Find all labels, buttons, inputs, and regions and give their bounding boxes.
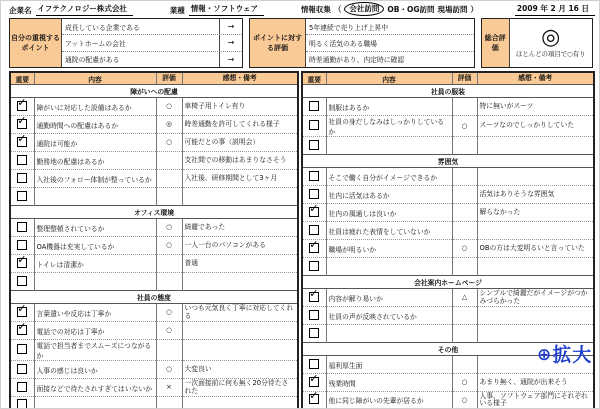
section-row [10, 85, 298, 98]
item-content: 障がいに対応した設備はあるか [34, 98, 156, 116]
remark-text: 特に無いがスーツ [477, 98, 594, 116]
important-cell [10, 255, 34, 273]
remark-text: OBの方は大変明るいと言っていた [477, 240, 594, 258]
remark-text: 普通 [182, 255, 298, 273]
important-checkbox[interactable] [309, 101, 319, 111]
checklist-row [10, 237, 298, 255]
important-cell [302, 137, 326, 155]
rating-symbol [452, 356, 477, 374]
info-collection-group [301, 2, 478, 16]
important-checkbox-checked[interactable] [17, 119, 27, 129]
overall-rating-comment: ほとんどの項目で○有り [516, 50, 586, 58]
rating-symbol: ○ [452, 392, 477, 409]
checklist-row [10, 134, 298, 152]
checklist-row [302, 258, 594, 276]
rating-symbol: ○ [156, 361, 182, 379]
remark-text: 解らなかった [477, 204, 594, 222]
important-cell [302, 222, 326, 240]
point-text: 成長している企業である [65, 23, 140, 32]
important-checkbox-checked[interactable] [309, 292, 319, 302]
remark-text [477, 137, 594, 155]
arrow-icon: → [219, 35, 242, 50]
checklist-row [10, 379, 298, 397]
my-points-header: 自分の重視するポイント [10, 19, 62, 67]
important-cell [10, 273, 34, 291]
remark-text [477, 168, 594, 186]
overall-rating-header: 総合評価 [482, 19, 510, 67]
remark-text: 一人一台のパソコンがある [182, 237, 298, 255]
important-checkbox[interactable] [17, 240, 27, 250]
rating-symbol [452, 168, 477, 186]
remark-text: 車椅子用トイレ有り [182, 98, 298, 116]
remark-text: 支社間での移動はあまりなさそう [182, 152, 298, 170]
section-title: 社員の服装 [302, 85, 594, 98]
item-content: 社員の声が反映されているか [326, 307, 452, 325]
section-title: その他 [302, 343, 594, 356]
rating-symbol: ○ [156, 237, 182, 255]
important-checkbox-checked[interactable] [309, 377, 319, 387]
important-cell [10, 98, 34, 116]
important-cell [302, 186, 326, 204]
rating-symbol [156, 170, 182, 188]
rating-symbol [452, 204, 477, 222]
important-checkbox-checked[interactable] [17, 307, 27, 317]
important-cell [10, 379, 34, 397]
zoom-enlarge-label: 拡大 [552, 344, 593, 366]
important-checkbox-checked[interactable] [17, 325, 27, 335]
item-content [34, 397, 156, 409]
important-cell [302, 307, 326, 325]
remark-text [477, 307, 594, 325]
important-checkbox[interactable] [309, 310, 319, 320]
circle-plus-icon: ⊕ [537, 345, 552, 365]
rating-symbol: × [156, 379, 182, 397]
checklist-row [10, 361, 298, 379]
rating-symbol [452, 325, 477, 343]
important-checkbox[interactable] [309, 328, 319, 338]
important-checkbox[interactable] [309, 120, 319, 130]
item-content: 入社後のフォロー体制が整っているか [34, 170, 156, 188]
point-row [62, 35, 242, 51]
important-checkbox[interactable] [309, 189, 319, 199]
checklist-row [302, 137, 594, 155]
paren-open: （ [333, 4, 342, 14]
evaluation-row [306, 19, 474, 35]
important-checkbox[interactable] [17, 155, 27, 165]
remark-text [182, 397, 298, 409]
column-header-rating: 評価 [156, 72, 182, 85]
item-content: 職場が明るいか [326, 240, 452, 258]
remark-text [477, 258, 594, 276]
rating-symbol: ○ [452, 374, 477, 392]
checklist-row [10, 188, 298, 206]
important-checkbox[interactable] [309, 359, 319, 369]
checklist-row [10, 170, 298, 188]
section-title: 雰囲気 [302, 155, 594, 168]
important-cell [302, 374, 326, 392]
rating-symbol [156, 340, 182, 361]
checklist-row [10, 219, 298, 237]
rating-symbol: ○ [156, 219, 182, 237]
item-content: 人事の感じは良いか [34, 361, 156, 379]
item-content: 面接などで待たされすぎてはいないか [34, 379, 156, 397]
important-checkbox-checked[interactable] [309, 243, 319, 253]
checklist-row [10, 98, 298, 116]
rating-symbol: ○ [156, 322, 182, 340]
checklist-row [302, 186, 594, 204]
important-checkbox[interactable] [309, 140, 319, 150]
checklist-row [10, 340, 298, 361]
evaluation-text: 明るく活気のある職場 [309, 39, 377, 48]
important-checkbox-checked[interactable] [17, 258, 27, 268]
remark-text: シンプルで綺麗だがイメージがつかみづらかった [477, 289, 594, 307]
arrow-icon: → [219, 19, 242, 34]
rating-symbol [156, 273, 182, 291]
item-content: 勤務地の配慮はあるか [34, 152, 156, 170]
rating-symbol [452, 137, 477, 155]
info-option-company-visit[interactable]: 会社訪問 [344, 2, 384, 16]
remark-text [477, 325, 594, 343]
zoom-enlarge-button[interactable] [537, 346, 592, 365]
important-checkbox[interactable] [309, 225, 319, 235]
section-title: 社員の態度 [10, 291, 298, 304]
overall-rating-symbol: ◎ [541, 25, 561, 50]
company-name-value: イフテクノロジー株式会社 [36, 3, 133, 16]
important-cell [10, 170, 34, 188]
checklist-row [10, 152, 298, 170]
arrow-icon: → [219, 52, 242, 67]
item-content [34, 188, 156, 206]
section-row [10, 291, 298, 304]
checklist-row [10, 273, 298, 291]
evaluation-row [306, 52, 474, 67]
paren-close: ） [470, 4, 478, 14]
points-panel [9, 18, 593, 68]
important-cell [302, 356, 326, 374]
section-row [302, 155, 594, 168]
item-content: 社内の風通しは良いか [326, 204, 452, 222]
column-header-content: 内容 [34, 72, 156, 85]
item-content: そこで働く自分がイメージできるか [326, 168, 452, 186]
checklist-row [302, 116, 594, 137]
remark-text: 時差通勤を許可してくれる様子 [182, 116, 298, 134]
checklist-row [302, 392, 594, 409]
remark-text [182, 273, 298, 291]
item-content: 制服はあるか [326, 98, 452, 116]
checklist-row [302, 325, 594, 343]
rating-symbol [156, 255, 182, 273]
item-content: 通勤時間への配慮はあるか [34, 116, 156, 134]
checklist-row [302, 204, 594, 222]
rating-symbol: ◎ [156, 116, 182, 134]
important-checkbox[interactable] [17, 222, 27, 232]
important-cell [10, 134, 34, 152]
remark-text [182, 340, 298, 361]
important-cell [10, 397, 34, 409]
point-row [62, 52, 242, 67]
important-checkbox[interactable] [17, 399, 27, 409]
important-cell [10, 188, 34, 206]
important-cell [10, 219, 34, 237]
checklist-row [302, 222, 594, 240]
checklist-row [302, 240, 594, 258]
item-content: 社内に活気はあるか [326, 186, 452, 204]
important-cell [10, 116, 34, 134]
point-row [62, 19, 242, 35]
important-checkbox-checked[interactable] [309, 207, 319, 217]
item-content: 電話で担当者までスムーズにつながるか [34, 340, 156, 361]
important-cell [302, 98, 326, 116]
item-content: 整理整頓されているか [34, 219, 156, 237]
info-option-site-visit[interactable]: 現場訪問 [437, 4, 468, 14]
section-row [10, 206, 298, 219]
evaluation-text: 5年連続で売り上げ上昇中 [309, 23, 389, 32]
rating-symbol: ○ [452, 240, 477, 258]
checklist-row [10, 304, 298, 322]
rating-symbol: ○ [156, 304, 182, 322]
point-evaluation-header: ポイントに対する評価 [250, 19, 306, 67]
important-cell [302, 240, 326, 258]
item-content: 電話での対応は丁寧か [34, 322, 156, 340]
important-cell [302, 168, 326, 186]
important-cell [10, 237, 34, 255]
column-header-remarks: 感想・備考 [182, 72, 298, 85]
evaluation-row [306, 35, 474, 51]
industry-label: 業種 [169, 6, 185, 15]
remark-text: あまり無く、通院が出来そう [477, 374, 594, 392]
rating-symbol: ○ [156, 134, 182, 152]
checklist-row [10, 116, 298, 134]
item-content: 他に同じ障がいの先輩が居るか [326, 392, 452, 409]
item-content [326, 325, 452, 343]
remark-text: 綺麗であった [182, 219, 298, 237]
checklist-row [302, 98, 594, 116]
checklist-table-left [9, 71, 299, 409]
checklist-row [302, 307, 594, 325]
important-cell [302, 116, 326, 137]
important-checkbox-checked[interactable] [309, 394, 319, 404]
important-cell [10, 152, 34, 170]
table-header-row [10, 72, 298, 85]
section-title: オフィス環境 [10, 206, 298, 219]
point-text: 通院の配慮がある [65, 56, 120, 65]
important-checkbox-checked[interactable] [17, 137, 27, 147]
remark-text: 人事、ソフトウェア部門にそれぞれいる様子 [477, 392, 594, 409]
rating-symbol [452, 222, 477, 240]
important-checkbox[interactable] [17, 276, 27, 286]
item-content: 社員の身だしなみはしっかりしているか [326, 116, 452, 137]
remark-text: 入社後、研修期間として3ヶ月 [182, 170, 298, 188]
important-cell [10, 340, 34, 361]
checklist-row [10, 255, 298, 273]
item-content: 社員は疲れた表情をしていないか [326, 222, 452, 240]
rating-symbol [452, 98, 477, 116]
important-cell [302, 325, 326, 343]
remark-text [182, 188, 298, 206]
rating-symbol [452, 307, 477, 325]
important-checkbox[interactable] [309, 171, 319, 181]
checklist-row [302, 289, 594, 307]
important-cell [302, 258, 326, 276]
section-title: 障がいへの配慮 [10, 85, 298, 98]
remark-text: いつも元気良く丁寧に対応してくれる [182, 304, 298, 322]
item-content: 残業時間 [326, 374, 452, 392]
section-row [302, 85, 594, 98]
important-checkbox-checked[interactable] [17, 101, 27, 111]
point-text: アットホームの会社 [65, 39, 126, 48]
section-row [302, 276, 594, 289]
item-content: OA機器は充実しているか [34, 237, 156, 255]
remark-text: 一次面接前に何も無く20分待たされた [182, 379, 298, 397]
rating-symbol: △ [452, 289, 477, 307]
title-bar [9, 3, 595, 16]
column-header-content: 内容 [326, 72, 452, 85]
important-checkbox[interactable] [17, 344, 27, 354]
remark-text: スーツなのでしっかりしていた [477, 116, 594, 137]
item-content [326, 137, 452, 155]
important-checkbox[interactable] [309, 261, 319, 271]
checklist-row [10, 322, 298, 340]
rating-symbol [156, 397, 182, 409]
remark-text [477, 222, 594, 240]
remark-text [182, 322, 298, 340]
item-content: 通院は可能か [34, 134, 156, 152]
important-checkbox[interactable] [17, 382, 27, 392]
checklist-row [302, 374, 594, 392]
column-header-remarks: 感想・備考 [477, 72, 594, 85]
company-name-label: 企業名 [9, 6, 32, 15]
item-content [34, 273, 156, 291]
rating-symbol [452, 186, 477, 204]
date-value: 2009 年 2 月 16 日 [515, 3, 595, 16]
column-header-rating: 評価 [452, 72, 477, 85]
checklist-row [302, 168, 594, 186]
evaluation-text: 時差通勤があり、内定時に確認 [309, 56, 405, 65]
remark-text: 大変良い [182, 361, 298, 379]
rating-symbol [156, 188, 182, 206]
rating-symbol: ○ [156, 98, 182, 116]
info-collection-label: 情報収集 [300, 4, 331, 14]
rating-symbol: ○ [452, 116, 477, 137]
important-checkbox[interactable] [17, 191, 27, 201]
item-content: トイレは清潔か [34, 255, 156, 273]
table-header-row [302, 72, 594, 85]
important-cell [10, 361, 34, 379]
important-cell [302, 289, 326, 307]
rating-symbol [156, 152, 182, 170]
column-header-important: 重要 [302, 72, 326, 85]
item-content [326, 258, 452, 276]
info-option-obog-visit[interactable]: OB・OG訪問 [387, 4, 435, 14]
important-cell [302, 392, 326, 409]
important-cell [10, 322, 34, 340]
remark-text: 活気はありそうな雰囲気 [477, 186, 594, 204]
checklist-row [10, 397, 298, 409]
remark-text: 可能だとの事（説明会） [182, 134, 298, 152]
important-checkbox[interactable] [17, 364, 27, 374]
overall-rating-cell [510, 19, 592, 67]
important-cell [302, 204, 326, 222]
important-checkbox[interactable] [17, 173, 27, 183]
rating-symbol [452, 258, 477, 276]
column-header-important: 重要 [10, 72, 34, 85]
important-cell [10, 304, 34, 322]
industry-value: 情報・ソフトウェア [189, 3, 264, 16]
item-content: 福利厚生面 [326, 356, 452, 374]
section-title: 会社案内ホームページ [302, 276, 594, 289]
item-content: 内容が解り易いか [326, 289, 452, 307]
item-content: 言葉遣いや反応は丁寧か [34, 304, 156, 322]
